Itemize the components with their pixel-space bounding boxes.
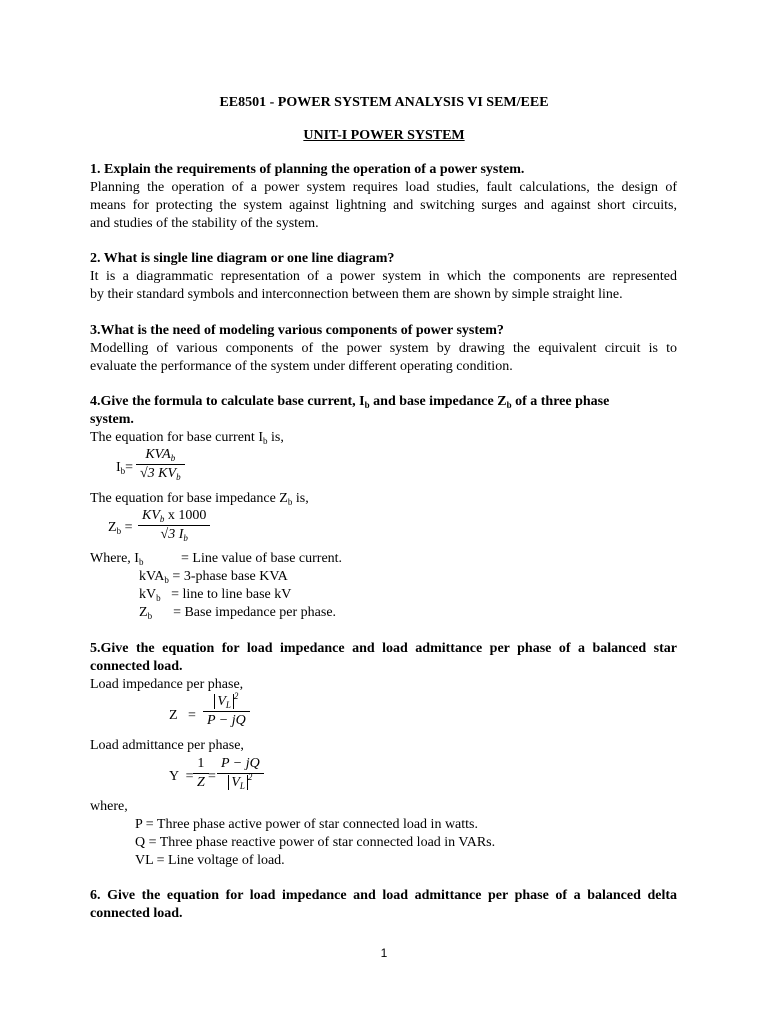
- definition-vl: VL = Line voltage of load.: [135, 853, 285, 868]
- question-3: 3.What is the need of modeling various components of power system?: [90, 323, 504, 338]
- question-6: 6. Give the equation for load impedance and load admittance per phase of a balanced delta connected load.: [90, 888, 677, 921]
- question-2: 2. What is single line diagram or one line diagram?: [90, 251, 395, 266]
- where-definition: = Line value of base current.: [181, 551, 343, 566]
- answer-1-line: means for protecting the system against lightning and switching surges and against short circuits,: [90, 198, 677, 213]
- course-title: EE8501 - POWER SYSTEM ANALYSIS VI SEM/EEE: [219, 95, 549, 110]
- y-equals: =: [208, 769, 216, 784]
- answer-1: [90, 179, 677, 233]
- ib-lhs: $I_b=$: [116, 460, 134, 476]
- load-impedance-formula: $\frac{V_L^2}{P - jQ}$: [203, 693, 250, 730]
- z-lhs: Z =: [169, 708, 196, 723]
- admittance-intro: Load admittance per phase,: [90, 738, 244, 753]
- where-label-q5: where,: [90, 799, 128, 814]
- load-admittance-fraction-2: $\frac{P - jQ}{V_L^2}$: [217, 755, 264, 792]
- base-current-formula: $KVA_b$ √3 $KV_b$: [136, 446, 185, 483]
- question-5: 5.Give the equation for load impedance and load admittance per phase of a balanced star connected load.: [90, 641, 677, 674]
- impedance-intro: Load impedance per phase,: [90, 677, 244, 692]
- base-current-intro: The equation for base current $I_b$ is,: [90, 430, 284, 446]
- base-impedance-formula: $KV_b$ x 1000 √3 $I_b$: [138, 507, 210, 544]
- definition-kv: $kV_b$ = line to line base kV: [139, 587, 292, 603]
- where-label: Where, $I_b$: [90, 551, 144, 567]
- answer-3-line: evaluate the performance of the system under different operating condition.: [90, 359, 513, 374]
- definition-p: P = Three phase active power of star connected load in watts.: [135, 817, 478, 832]
- question-4-line2: system.: [90, 412, 134, 427]
- zb-lhs: $Z_b$ =: [108, 520, 133, 536]
- definition-kva: kVA$_b$ = 3-phase base KVA: [139, 569, 288, 585]
- answer-3: [90, 340, 677, 376]
- question-4: 4.Give the formula to calculate base current, $I_b$ and base impedance $Z_b$ of a three phase: [90, 394, 610, 410]
- definition-q: Q = Three phase reactive power of star connected load in VARs.: [135, 835, 496, 850]
- base-impedance-intro: The equation for base impedance $Z_b$ is,: [90, 491, 309, 507]
- answer-1-line: and studies of the stability of the system.: [90, 216, 319, 231]
- load-admittance-fraction-1: $\frac{1}{Z}$: [193, 755, 209, 792]
- question-1: 1. Explain the requirements of planning the operation of a power system.: [90, 162, 525, 177]
- answer-1-line: Planning the operation of a power system requires load studies, fault calculations, the design of: [90, 180, 677, 195]
- page-number: 1: [380, 946, 388, 960]
- answer-2-line: It is a diagrammatic representation of a power system in which the components are represented: [90, 269, 677, 284]
- answer-2-line: by their standard symbols and interconnection between them are shown by simple straight line.: [90, 287, 623, 302]
- y-lhs: Y =: [169, 769, 194, 784]
- answer-2: [90, 268, 677, 304]
- definition-zb: $Z_b$ = Base impedance per phase.: [139, 605, 337, 621]
- answer-3-line: Modelling of various components of the power system by drawing the equivalent circuit is to: [90, 341, 677, 356]
- unit-title: UNIT-I POWER SYSTEM: [303, 128, 465, 143]
